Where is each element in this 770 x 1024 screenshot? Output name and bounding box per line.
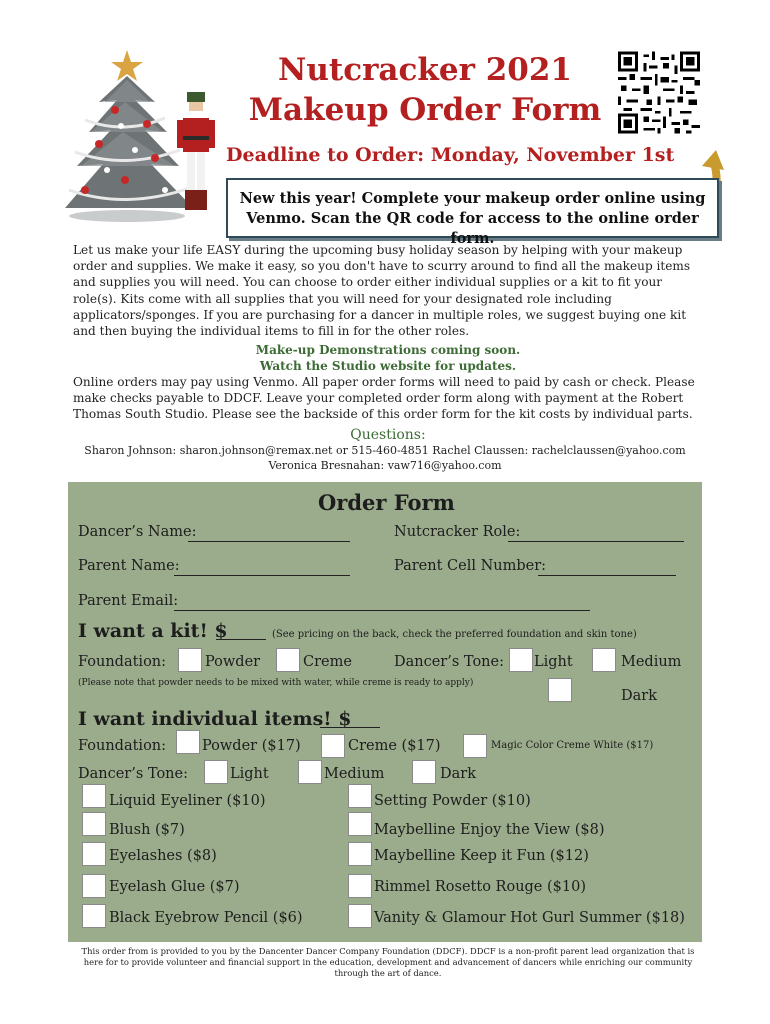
parent-cell-field[interactable]	[538, 564, 676, 576]
powder-mixing-note: (Please note that powder needs to be mixed with water, while creme is ready to apply)	[78, 678, 474, 688]
online-order-notice	[226, 178, 719, 247]
questions-heading: Questions:	[350, 427, 426, 443]
items-tone-label: Dancer’s Tone:	[78, 766, 188, 782]
item-label: Eyelashes ($8)	[109, 848, 217, 864]
item-checkbox[interactable]	[348, 842, 372, 866]
kit-light-label: Light	[534, 654, 573, 670]
item-label: Rimmel Rosetto Rouge ($10)	[374, 879, 586, 895]
item-label: Vanity & Glamour Hot Gurl Summer ($18)	[374, 910, 685, 926]
kit-powder-label: Powder	[205, 654, 261, 670]
item-label: Black Eyebrow Pencil ($6)	[109, 910, 303, 926]
magic-creme-checkbox[interactable]	[463, 734, 487, 758]
item-label: Maybelline Keep it Fun ($12)	[374, 848, 589, 864]
item-checkbox[interactable]	[348, 812, 372, 836]
parent-name-field[interactable]	[174, 564, 350, 576]
item-label: Eyelash Glue ($7)	[109, 879, 240, 895]
kit-amount-field[interactable]	[216, 628, 266, 640]
deadline-text: Deadline to Order: Monday, November 1st	[226, 144, 675, 166]
christmas-tree-illustration	[55, 40, 235, 225]
item-checkbox[interactable]	[348, 874, 372, 898]
light-label: Light	[230, 766, 269, 782]
kit-medium-label: Medium	[621, 654, 682, 670]
kit-light-checkbox[interactable]	[509, 648, 533, 672]
notice-line1: New this year! Complete your makeup order online using	[239, 190, 706, 207]
dancer-name-field[interactable]	[188, 530, 350, 542]
notice-line2: Venmo. Scan the QR code for access to the online order form.	[246, 210, 699, 247]
intro-paragraph: Let us make your life EASY during the upcoming busy holiday season by helping with your makeup order and supplies. We make it easy, so you don't have to scurry around to find all the makeup items and supplies you will need. You can choose to order either individual supplies or a kit to fit your role(s). Kits come with all supplies that you will need for your designated role including applicators/sponges. If you are purchasing for a dancer in multiple roles, we suggest buying one kit and then buying the individual items to fill in for the other roles.	[73, 243, 691, 339]
powder-17-checkbox[interactable]	[176, 730, 200, 754]
medium-checkbox[interactable]	[298, 760, 322, 784]
item-checkbox[interactable]	[82, 874, 106, 898]
medium-label: Medium	[324, 766, 385, 782]
qr-code-icon[interactable]	[618, 50, 700, 135]
parent-email-label: Parent Email:	[78, 593, 179, 609]
kit-dark-label: Dark	[621, 688, 657, 704]
kit-dark-checkbox[interactable]	[548, 678, 572, 702]
magic-creme-label: Magic Color Creme White ($17)	[491, 740, 654, 751]
order-form-panel	[68, 482, 702, 942]
payment-paragraph: Online orders may pay using Venmo. All paper order forms will need to paid by cash or check. Please make checks payable to DDCF. Leave your completed order form along with payment at the Robert Thomas South Studio. Please see the backside of this order form for the kit costs by individual parts.	[73, 375, 695, 422]
creme-17-checkbox[interactable]	[321, 734, 345, 758]
item-label: Blush ($7)	[109, 822, 185, 838]
footer-note: This order from is provided to you by the Dancenter Dancer Company Foundation (DDCF). DDCF is a non-profit parent lead organization that is here for to provide volunteer and financial support in the education, development and advancement of dancers while enriching our community through the art of dance.	[81, 946, 695, 978]
item-checkbox[interactable]	[348, 904, 372, 928]
nutcracker-role-label: Nutcracker Role:	[394, 524, 521, 540]
parent-email-field[interactable]	[174, 599, 590, 611]
powder-17-label: Powder ($17)	[202, 738, 301, 754]
kit-tone-label: Dancer’s Tone:	[394, 654, 504, 670]
kit-foundation-label: Foundation:	[78, 654, 167, 670]
item-checkbox[interactable]	[82, 842, 106, 866]
parent-cell-label: Parent Cell Number:	[394, 558, 547, 574]
dancer-name-label: Dancer’s Name:	[78, 524, 197, 540]
demo-notice-line1: Make-up Demonstrations coming soon.	[255, 343, 521, 357]
kit-creme-checkbox[interactable]	[276, 648, 300, 672]
items-amount-field[interactable]	[320, 716, 380, 728]
demo-notice-line2: Watch the Studio website for updates.	[259, 359, 517, 373]
kit-medium-checkbox[interactable]	[592, 648, 616, 672]
item-label: Liquid Eyeliner ($10)	[109, 793, 266, 809]
item-checkbox[interactable]	[82, 784, 106, 808]
item-checkbox[interactable]	[82, 812, 106, 836]
item-checkbox[interactable]	[348, 784, 372, 808]
kit-heading: I want a kit! $	[78, 620, 228, 642]
item-label: Setting Powder ($10)	[374, 793, 531, 809]
dark-label: Dark	[440, 766, 476, 782]
items-heading: I want individual items! $	[78, 708, 352, 730]
item-checkbox[interactable]	[82, 904, 106, 928]
parent-name-label: Parent Name:	[78, 558, 180, 574]
light-checkbox[interactable]	[204, 760, 228, 784]
kit-powder-checkbox[interactable]	[178, 648, 202, 672]
order-form-title: Order Form	[318, 490, 455, 515]
items-foundation-label: Foundation:	[78, 738, 167, 754]
nutcracker-role-field[interactable]	[508, 530, 684, 542]
contacts-line2: Veronica Bresnahan: vaw716@yahoo.com	[268, 459, 502, 472]
item-label: Maybelline Enjoy the View ($8)	[374, 822, 605, 838]
page-title-line2: Makeup Order Form	[248, 92, 602, 128]
kit-pricing-note: (See pricing on the back, check the preferred foundation and skin tone)	[272, 629, 637, 640]
contacts-line1: Sharon Johnson: sharon.johnson@remax.net or 515-460-4851 Rachel Claussen: rachelclaussen@yahoo.com	[84, 444, 686, 457]
kit-creme-label: Creme	[303, 654, 352, 670]
creme-17-label: Creme ($17)	[348, 738, 441, 754]
page-title-line1: Nutcracker 2021	[278, 52, 572, 88]
dark-checkbox[interactable]	[412, 760, 436, 784]
